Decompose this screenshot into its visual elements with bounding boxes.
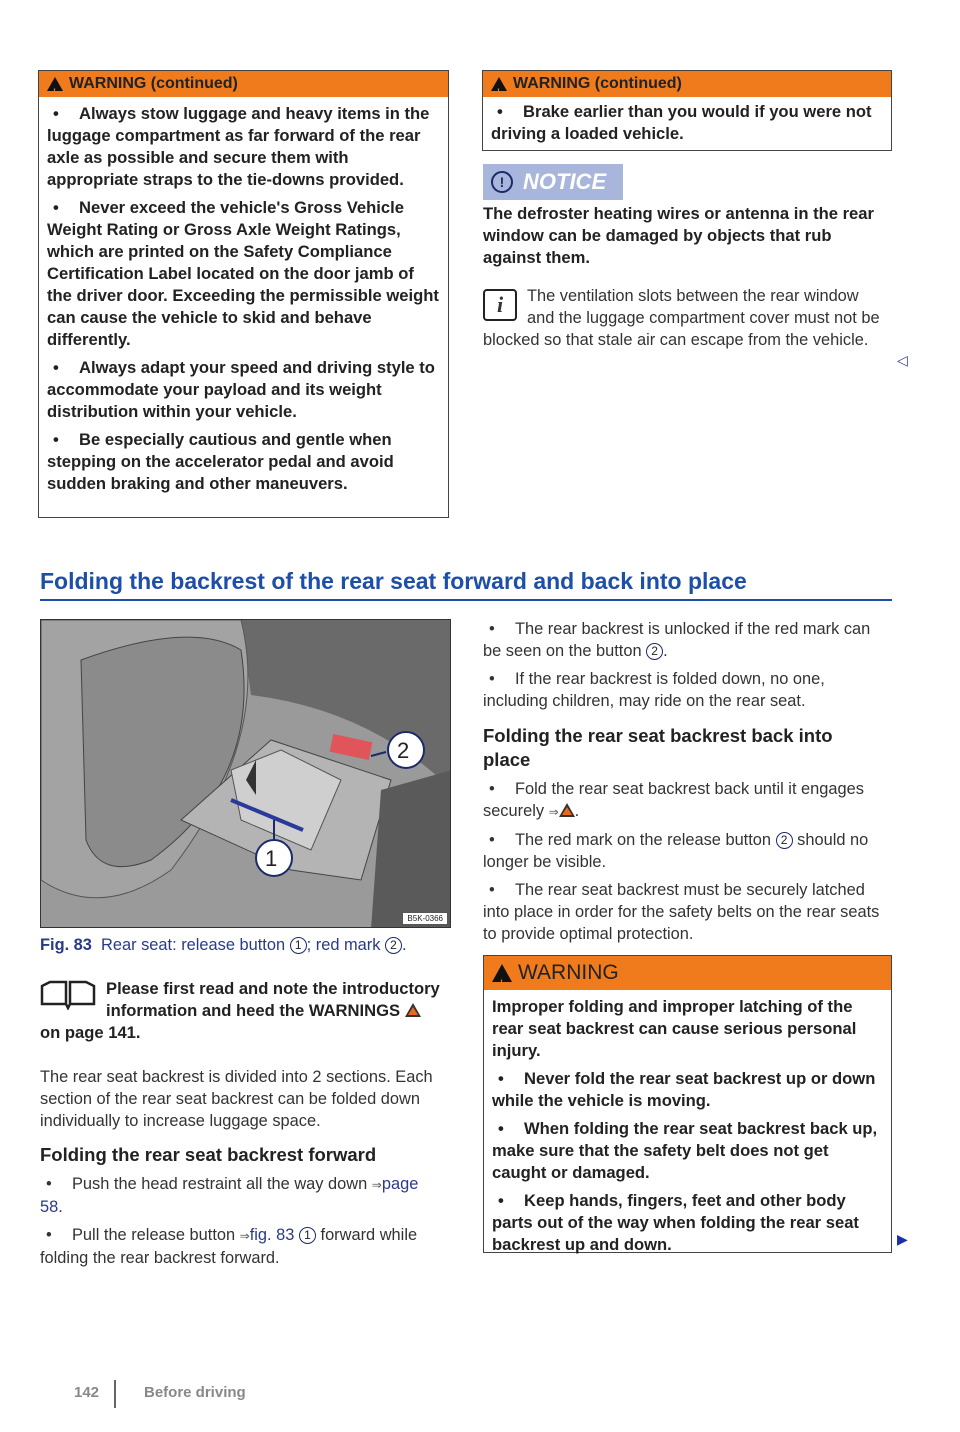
intro-note [40,978,445,1044]
list-item: • Push the head restraint all the way down ⇒page 58. [40,1173,445,1218]
section-title: Folding the backrest of the rear seat forward and back into place [40,568,892,601]
warning-triangle-icon [491,77,507,91]
list-item: • The rear seat backrest must be securely latched into place in order for the safety belts on the rear seats to provide optimal protection. [483,879,883,945]
page-link[interactable]: page 58 [40,1175,419,1216]
warning-triangle-icon [47,77,63,91]
warning-header [483,71,891,97]
warning-box [483,955,892,1253]
info-note [483,285,883,351]
subheading: Folding the rear seat backrest forward [40,1144,377,1165]
warning-item: • Brake earlier than you would if you were not driving a loaded vehicle. [491,101,883,145]
figure-code: B5K-0366 [402,912,448,925]
list-item: • Pull the release button ⇒fig. 83 1 forward while folding the rear backrest forward. [40,1224,445,1269]
info-icon: i [483,289,517,321]
warning-triangle-icon [405,1003,421,1017]
warning-item: • Always stow luggage and heavy items in the luggage compartment as far forward of the rear axle as possible and secure them with appropriate straps to the tie-downs provided. [47,103,440,191]
info-text: The ventilation slots between the rear window and the luggage compartment cover must not be blocked so that stale air can escape from the vehicle. [483,287,880,349]
figure-link[interactable]: fig. 83 [249,1226,295,1244]
caption-text: . [402,936,407,954]
footer-section: Before driving [144,1384,246,1401]
intro-text: on page 141. [40,1023,141,1042]
warning-item: • Never exceed the vehicle's Gross Vehicle Weight Rating or Gross Axle Weight Ratings, which are printed on the Safety Compliance Certification Label located on the door jamb of the driver door. Exceeding the permissible weight can cause the vehicle to skid and behave differently. [47,197,440,351]
intro-text: Please first read and note the introductory information and heed the WARNINGS [106,979,440,1020]
warning-triangle-icon [559,803,575,817]
notice-text: The defroster heating wires or antenna in the rear window can be damaged by objects that rub against them. [483,204,874,267]
callout-2: 2 [397,738,410,763]
body-paragraph: The rear seat backrest is divided into 2 sections. Each section of the rear seat backrest can be folded down individually to increase luggage space. [40,1068,433,1130]
list-item: • Fold the rear seat backrest back until it engages securely ⇒ . [483,778,883,823]
fold-forward-section [40,1133,445,1275]
warning-title: WARNING (continued) [69,75,238,92]
notice-title: NOTICE [523,169,607,194]
warning-item: • Keep hands, fingers, feet and other body parts out of the way when folding the rear seat backrest up and down. [492,1190,883,1256]
warning-item: • Be especially cautious and gentle when stepping on the accelerator pedal and avoid sudden braking and other maneuvers. [47,429,440,495]
warning-continued-box-right [482,70,892,151]
caption-text: ; red mark [306,936,381,954]
warning-continued-box-left [38,70,449,518]
warning-item: • Never fold the rear seat backrest up or down while the vehicle is moving. [492,1068,883,1112]
warning-intro: Improper folding and improper latching of the rear seat backrest can cause serious personal injury. [492,997,857,1060]
notice-header [483,164,623,200]
right-column-text [483,618,883,951]
warning-item: • Always adapt your speed and driving style to accommodate your payload and its weight distribution within your vehicle. [47,357,440,423]
warning-title: WARNING (continued) [513,75,682,92]
subheading: Folding the rear seat backrest back into place [483,725,833,770]
list-item: • If the rear backrest is folded down, no one, including children, may ride on the rear seat. [483,668,883,712]
figure-rear-seat [40,619,451,928]
caption-text: Rear seat: release button [101,936,286,954]
list-item: • The rear backrest is unlocked if the red mark can be seen on the button 2 . [483,618,883,662]
warning-header [484,956,891,990]
book-icon [40,980,96,1010]
page-number: 142 [74,1384,100,1401]
figure-caption: Fig. 83 Rear seat: release button 1 ; red mark 2 . [40,936,407,954]
continue-arrow-icon: ▶ [897,1231,908,1247]
footer-divider [114,1380,116,1408]
list-item: • The red mark on the release button 2 should no longer be visible. [483,829,883,873]
caption-label: Fig. 83 [40,936,92,954]
rear-seat-illustration [41,620,451,928]
section-end-marker-icon: ◁ [897,352,908,368]
warning-triangle-icon [492,964,512,982]
warning-item: • When folding the rear seat backrest back up, make sure that the safety belt does not get caught or damaged. [492,1118,883,1184]
warning-header [39,71,448,97]
warning-title: WARNING [518,961,619,984]
callout-1: 1 [265,846,278,871]
exclamation-circle-icon: ! [491,171,513,193]
